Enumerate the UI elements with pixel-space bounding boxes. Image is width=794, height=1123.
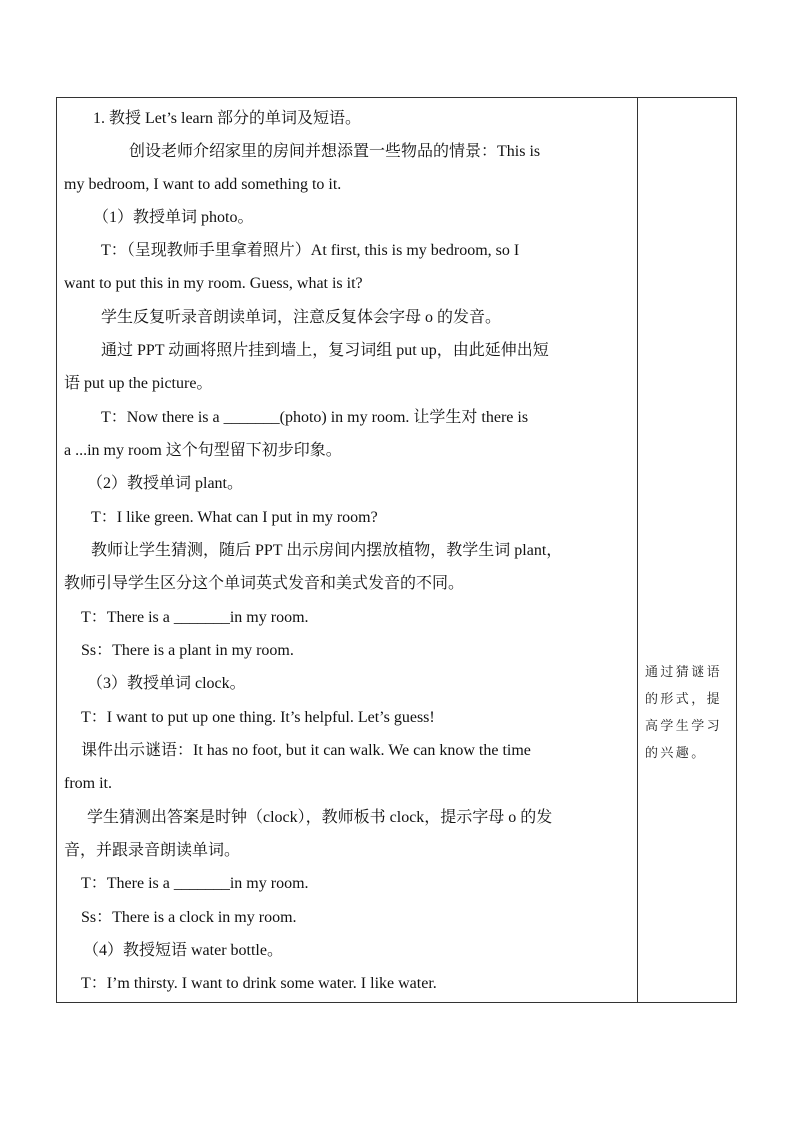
lesson-line: 教师让学生猜测，随后 PPT 出示房间内摆放植物，教学生词 plant，: [91, 542, 563, 559]
lesson-line: Ss：There is a clock in my room.: [81, 909, 297, 926]
lesson-line: T：I want to put up one thing. It’s helpful. Let’s guess!: [81, 709, 435, 726]
lesson-content-cell: [57, 98, 637, 1002]
lesson-line: from it.: [64, 775, 112, 792]
lesson-line: （4）教授短语 water bottle。: [83, 942, 283, 959]
lesson-line: my bedroom, I want to add something to it.: [64, 176, 342, 193]
lesson-line: （3）教授单词 clock。: [87, 675, 246, 692]
lesson-line: （2）教授单词 plant。: [87, 475, 243, 492]
lesson-line: 语 put up the picture。: [64, 375, 213, 392]
lesson-line: 学生猜测出答案是时钟（clock），教师板书 clock，提示字母 o 的发: [87, 809, 553, 826]
lesson-line: 课件出示谜语：It has no foot, but it can walk. We can know the time: [81, 742, 531, 759]
lesson-table: [56, 97, 737, 1003]
side-note-line: 高学生学习: [645, 719, 723, 734]
lesson-line: （1）教授单词 photo。: [93, 209, 254, 226]
lesson-line: T：There is a _______in my room.: [81, 609, 309, 626]
lesson-line: 1. 教授 Let’s learn 部分的单词及短语。: [93, 110, 361, 127]
lesson-line: 音，并跟录音朗读单词。: [64, 842, 241, 859]
lesson-line: T：Now there is a _______(photo) in my room. 让学生对 there is: [101, 409, 529, 426]
lesson-line: T：I like green. What can I put in my room?: [91, 509, 378, 526]
side-note-line: 的兴趣。: [645, 746, 707, 761]
lesson-line: want to put this in my room. Guess, what is it?: [64, 275, 363, 292]
side-note-line: 通过猜谜语: [645, 665, 723, 680]
lesson-line: 创设老师介绍家里的房间并想添置一些物品的情景：This is: [129, 143, 541, 160]
side-note-cell: [638, 98, 736, 1002]
lesson-line: 教师引导学生区分这个单词英式发音和美式发音的不同。: [64, 575, 465, 592]
lesson-line: 通过 PPT 动画将照片挂到墙上，复习词组 put up，由此延伸出短: [101, 342, 549, 359]
lesson-line: Ss：There is a plant in my room.: [81, 642, 294, 659]
side-note-line: 的形式，提: [645, 692, 723, 707]
lesson-line: a ...in my room 这个句型留下初步印象。: [64, 442, 342, 459]
lesson-line: T：（呈现教师手里拿着照片）At first, this is my bedroom, so I: [101, 242, 520, 259]
lesson-line: T：There is a _______in my room.: [81, 875, 309, 892]
lesson-line: T：I’m thirsty. I want to drink some water. I like water.: [81, 975, 437, 992]
lesson-line: 学生反复听录音朗读单词，注意反复体会字母 o 的发音。: [101, 309, 502, 326]
